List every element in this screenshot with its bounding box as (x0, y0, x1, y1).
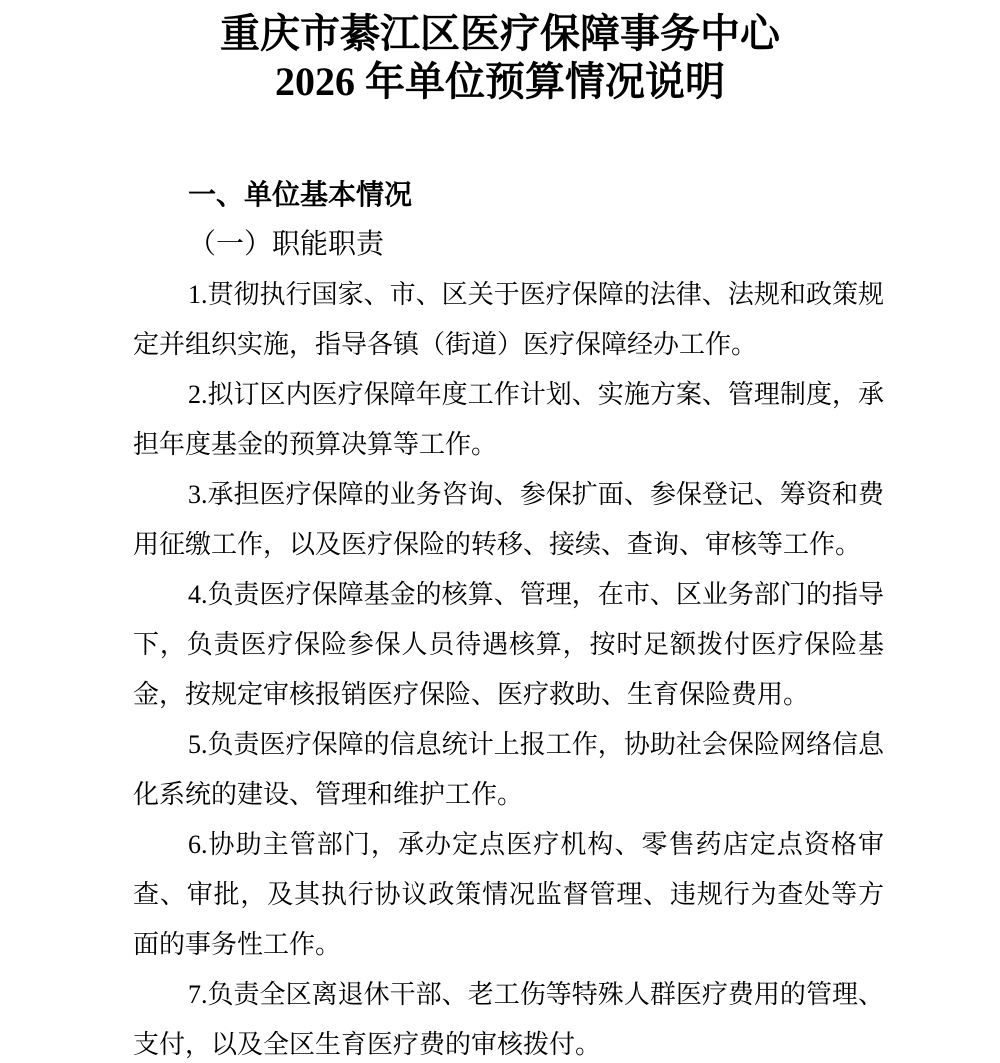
duty-paragraph-2: 2.拟订区内医疗保障年度工作计划、实施方案、管理制度，承担年度基金的预算决算等工作。 (133, 380, 884, 459)
duty-paragraph-4: 4.负责医疗保障基金的核算、管理，在市、区业务部门的指导下，负责医疗保险参保人员待遇核算，按时足额拨付医疗保险基金，按规定审核报销医疗保险、医疗救助、生育保险费用。 (133, 580, 884, 709)
duty-paragraph-7: 7.负责全区离退休干部、老工伤等特殊人群医疗费用的管理、支付，以及全区生育医疗费的审核拨付。 (133, 980, 884, 1059)
duty-paragraph-5: 5.负责医疗保障的信息统计上报工作，协助社会保险网络信息化系统的建设、管理和维护工作。 (133, 730, 884, 809)
document-body (133, 170, 884, 1063)
duty-paragraph-6: 6.协助主管部门，承办定点医疗机构、零售药店定点资格审查、审批，及其执行协议政策情况监督管理、违规行为查处等方面的事务性工作。 (133, 830, 884, 959)
duty-paragraph-1: 1.贯彻执行国家、市、区关于医疗保障的法律、法规和政策规定并组织实施，指导各镇（街道）医疗保障经办工作。 (133, 280, 884, 359)
document-title-line-1: 重庆市綦江区医疗保障事务中心 (220, 11, 780, 56)
document-title (60, 10, 940, 106)
subsection-heading-duties: （一）职能职责 (188, 229, 385, 260)
duty-paragraph-3: 3.承担医疗保障的业务咨询、参保扩面、参保登记、筹资和费用征缴工作，以及医疗保险的转移、接续、查询、审核等工作。 (133, 480, 884, 559)
document-title-line-2: 2026 年单位预算情况说明 (275, 59, 725, 104)
section-heading-basic-info: 一、单位基本情况 (188, 179, 413, 210)
